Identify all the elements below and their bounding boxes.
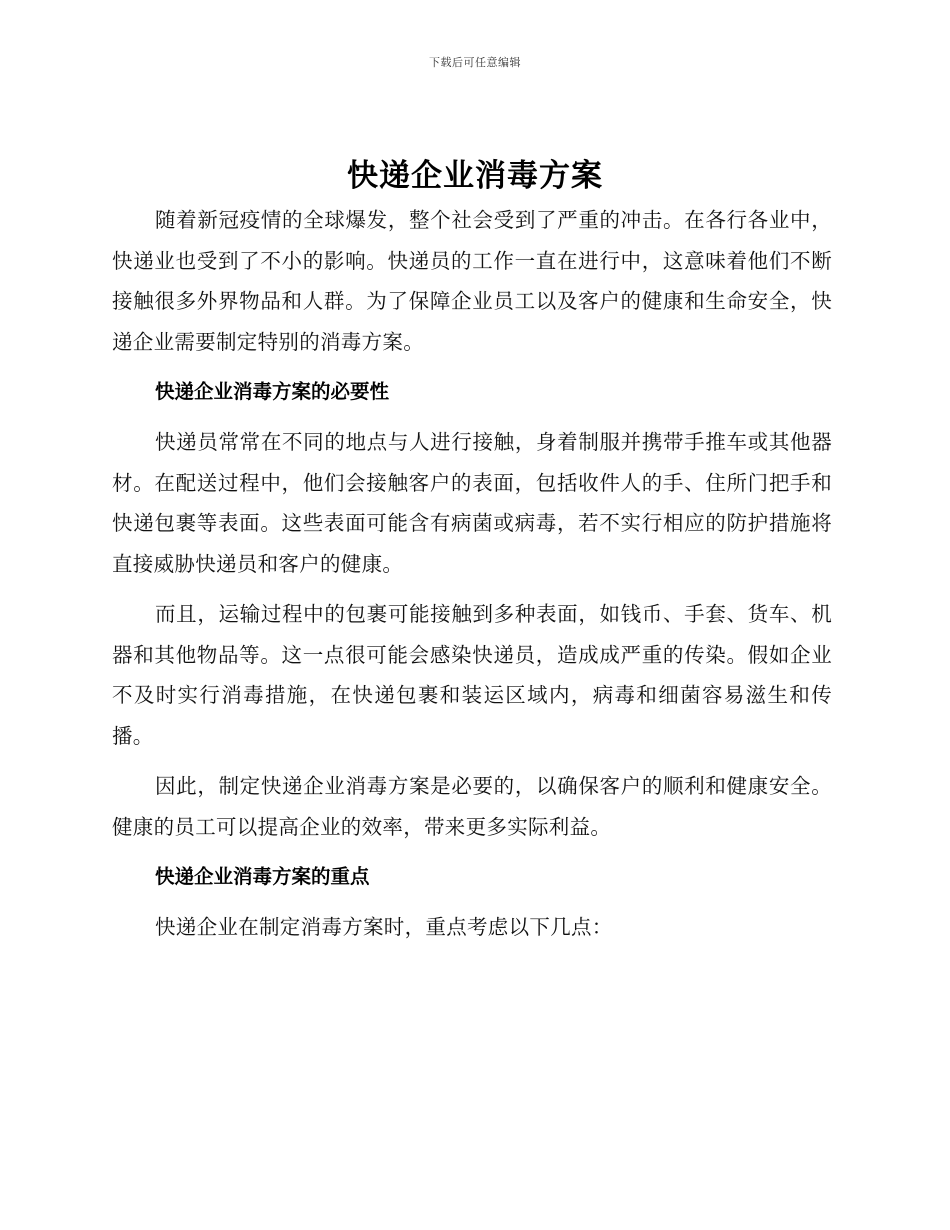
intro-paragraph: 随着新冠疫情的全球爆发，整个社会受到了严重的冲击。在各行各业中，快递业也受到了不小的影响。快递员的工作一直在进行中，这意味着他们不断接触很多外界物品和人群。为了保障企业员工以及客户的健康和生命安全，快递企业需要制定特别的消毒方案。 bbox=[112, 208, 832, 354]
section-heading-key-points: 快递企业消毒方案的重点 bbox=[155, 865, 370, 888]
section-heading-necessity: 快递企业消毒方案的必要性 bbox=[155, 380, 390, 403]
necessity-paragraph-2: 而且，运输过程中的包裹可能接触到多种表面，如钱币、手套、货车、机器和其他物品等。这一点很可能会感染快递员，造成成严重的传染。假如企业不及时实行消毒措施，在快递包裹和装运区域内，病毒和细菌容易滋生和传播。 bbox=[112, 602, 832, 748]
document-body bbox=[112, 200, 832, 958]
document-title: 快递企业消毒方案 bbox=[347, 158, 603, 194]
key-points-paragraph-1: 快递企业在制定消毒方案时，重点考虑以下几点： bbox=[155, 915, 613, 939]
necessity-paragraph-3: 因此，制定快递企业消毒方案是必要的，以确保客户的顺利和健康安全。健康的员工可以提高企业的效率，带来更多实际利益。 bbox=[112, 774, 832, 839]
necessity-paragraph-1: 快递员常常在不同的地点与人进行接触，身着制服并携带手推车或其他器材。在配送过程中，他们会接触客户的表面，包括收件人的手、住所门把手和快递包裹等表面。这些表面可能含有病菌或病毒，若不实行相应的防护措施将直接威胁快递员和客户的健康。 bbox=[112, 430, 832, 576]
header-note: 下载后可任意编辑 bbox=[429, 56, 521, 69]
